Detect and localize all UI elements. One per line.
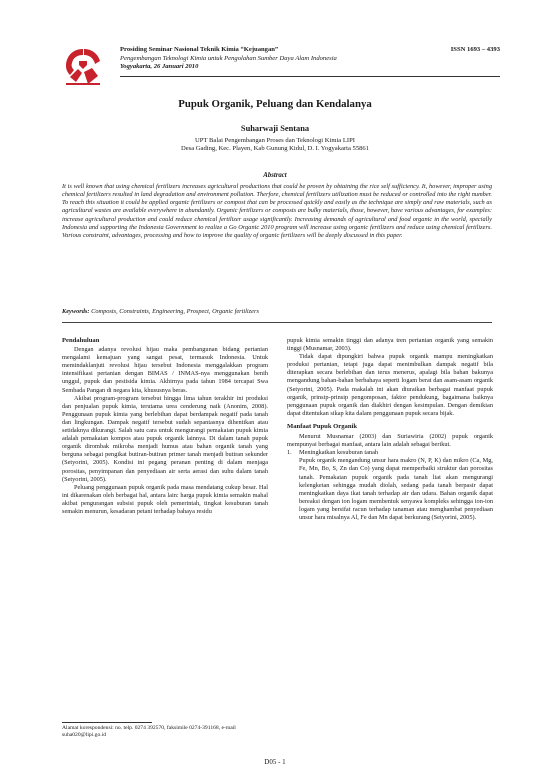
paper-title: Pupuk Organik, Peluang dan Kendalanya bbox=[178, 98, 372, 110]
keywords-label: Keywords: bbox=[62, 308, 90, 315]
footnote-divider bbox=[62, 722, 152, 723]
list-item bbox=[287, 449, 493, 457]
list-number: 1. bbox=[287, 449, 292, 457]
affiliation bbox=[0, 137, 550, 154]
list-item-text: Pupuk organik mengandung unsur hara makro (N, P, K) dan mikro (Ca, Mg, Fe, Mn, Bo, S, Zn dan Co) yang dapat memperbaiki struktur dan porositas tanah. Pemakaian pupuk organik pada tanah liat akan mengurangi kelengketan sehingga mudah diolah, sedang pada tanah berpasir dapat meningkatkan daya ikat tanah terhadap air dan udara. Bahan organik dapat bereaksi dengan ion logam membentuk senyawa kompleks sehingga ion-ion logam yang bersifat racun terhadap tanaman atau menghambat penyediaan unsur hara misalnya Al, Fe dan Mn dapat berkurang (Setyorini, 2005). bbox=[299, 457, 493, 521]
keywords bbox=[62, 308, 492, 315]
paragraph: pupuk kimia semakin tinggi dan adanya tren pertanian organik yang semakin tinggi (Musnamar, 2003). bbox=[287, 337, 493, 353]
issn: ISSN 1693 – 4393 bbox=[450, 46, 500, 53]
abstract-heading: Abstract bbox=[263, 172, 287, 179]
paragraph: Menurut Musnamar (2003) dan Suriawiria (2002) pupuk organik mempunyai berbagai manfaat, antara lain adalah sebagai berikut. bbox=[287, 433, 493, 449]
proceedings-theme: Pengembangan Teknologi Kimia untuk Pengolahan Sumber Daya Alam Indonesia bbox=[120, 54, 337, 62]
abstract-divider bbox=[62, 322, 492, 323]
running-header bbox=[120, 46, 500, 72]
section-heading-benefits: Manfaat Pupuk Organik bbox=[287, 422, 357, 430]
author-name: Suharwaji Sentana bbox=[240, 124, 310, 133]
left-column bbox=[62, 337, 268, 516]
affiliation-line-2: Desa Gading, Kec. Playen, Kab Gunung Kidul, D. I. Yogyakarta 55861 bbox=[180, 145, 370, 153]
page-number: D05 - 1 bbox=[264, 758, 286, 766]
list-item-title: Meningkatkan kesuburan tanah bbox=[299, 449, 379, 457]
section-heading-introduction: Pendahuluan bbox=[62, 337, 100, 344]
proceedings-date: Yogyakarta, 26 Januari 2010 bbox=[120, 63, 199, 71]
keywords-text: Composts, Constraints, Engineering, Prospect, Organic fertilizers bbox=[91, 308, 259, 315]
paragraph: Akibat program-program tersebut hingga lima tahun terakhir ini produksi dan penjualan pupuk kimia, terutama urea cenderung naik (Anonim, 2008). Penggunaan pupuk kimia yang berlebihan dapat berdampak negatif pada tanah dan lingkungan. Dampak negatif tersebut sudah sepantasnya dihentikan atau setidaknya dikurangi. Salah satu cara untuk mengurangi pemakaian pupuk kimia adalah pemakaian kompos atau pupuk organik lainnya. Di dalam tanah pupuk organik dirombak mikroba menjadi humus atau bahan organik tanah yang berguna sebagai pengikat butiran-butiran primer tanah menjadi butiran sekunder (Setyorini, 2005). Kondisi ini pegang peranan penting di dalam menjaga porositas, penyimpanan dan penyediaan air serta aerasi dan suhu dalam tanah (Setyorini, 2005). bbox=[62, 394, 268, 483]
paragraph: Dengan adanya revolusi hijau maka pembangunan bidang pertanian mengalami kemajuan yang sangat pesat, termasuk Indonesia. Untuk memindaklanjuti revolusi hijau tersebut Indonesia menggalakkan program intensifikasi pertanian dengan BIMAS / INMAS-nya menggunakan benih unggul, pupuk dan pestisida kimia. Akhirnya pada tahun 1984 tercapai Swa Sembada Pangan di negara kita, khususnya beras. bbox=[62, 346, 268, 394]
header-divider bbox=[120, 76, 500, 77]
affiliation-line-1: UPT Balai Pengembangan Proses dan Teknologi Kimia LIPI bbox=[195, 137, 355, 144]
proceedings-title: Prosiding Seminar Nasional Teknik Kimia “Kejuangan” bbox=[120, 46, 279, 53]
abstract-text: It is well known that using chemical fertilizers increases agricultural productions that could be proven by obtaining the rice self sufficiency. It, however, improper using chemical fertilizers resulted in land degradation and environment pollution. Therfore, chemical fertilizers utilization must be reduced or controlled into the right number. To reach this situation it could be applied organic fertilizers or compost that can be processed quickly and easily as the technique are simply and raw materials, such as agricultural wastes are available everywhere in abundantly. Organic fertilizers or composts are bulky materials, those, however, have various advantages, for examples: increase agricultural production and could reduce chemical fertilizer usage significantly. Increasing demands of agricultural and food organic in the world, specially Indonesia and supporting the Indonesia Government to realize a Go Organic 2010 program will increase using organic fertilizers and reduce using chemical fertilizers. Various constraint, advantages, processing and how to improve the quality of organic fertilizers will be deeply discussed in this paper. bbox=[62, 183, 492, 239]
paragraph: Tidak dapat dipungkiri bahwa pupuk organik mampu meningkatkan produksi pertanian, tetapi juga dapat menimbulkan dampak negatif bila diterapkan secara berlebihan dan terus menerus, apalagi bila bahan bakunya mengandung bahan-bahan berbahaya seperti logam berat dan asam-asam organik (Setyorini, 2005). Pada makalah ini akan diuraikan berbagai manfaat pupuk organik, prinsip-prinsip pengomposan, faktor pendukung, bagaimana baiknya penggunaan pupuk organik dan diakhiri dengan kesimpulan. Dengan demikian dapat ditentukan sikap kita dalam penggunaan pupuk secara bijak. bbox=[287, 353, 493, 417]
footnote-correspondence: Alamat korespondensi: no. telp. 0274 392570, faksimile 0274-391168, e-mail suha020@lipi.go.id bbox=[62, 725, 236, 738]
paragraph: Peluang penggunaan pupuk organik pada masa mendatang cukup besar. Hal ini dikarenakan oleh berbagai hal, antara lain: harga pupuk kimia semakin mahal akibat pengurangan subsisi pupuk oleh pemerintah, tingkat kesuburan tanah semakin menurun, kesadaran petani terhadap bahaya residu bbox=[62, 483, 268, 515]
conference-logo-icon bbox=[62, 46, 104, 88]
right-column bbox=[287, 337, 493, 522]
